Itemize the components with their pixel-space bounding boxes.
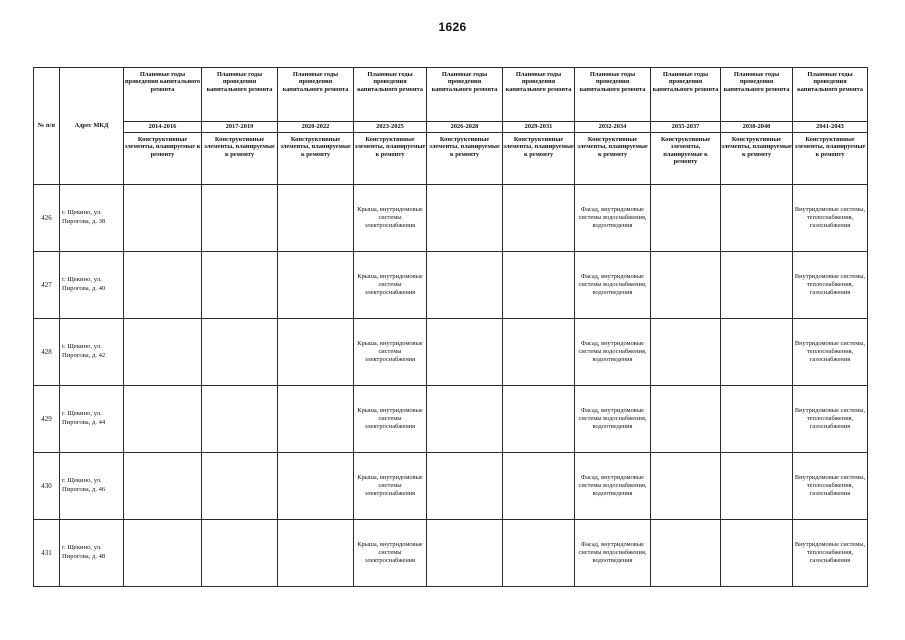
period-cell [202, 252, 278, 319]
period-cell [427, 185, 503, 252]
year-header: 2041-2043 [793, 122, 868, 133]
period-cell [651, 185, 721, 252]
period-header: Плановые годы проведения капитального ремонта [721, 68, 793, 122]
period-cell: Фасад, внутридомовые системы водоснабжения, водоотведения [575, 252, 651, 319]
period-cell: Фасад, внутридомовые системы водоснабжения, водоотведения [575, 185, 651, 252]
period-cell [278, 319, 354, 386]
row-number: 431 [34, 520, 60, 587]
period-header: Плановые годы проведения капитального ремонта [124, 68, 202, 122]
period-cell [124, 252, 202, 319]
column-header-number: № п/п [34, 68, 60, 185]
period-cell [503, 453, 575, 520]
period-header: Плановые годы проведения капитального ремонта [202, 68, 278, 122]
period-cell: Фасад, внутридомовые системы водоснабжения, водоотведения [575, 520, 651, 587]
year-header: 2014-2016 [124, 122, 202, 133]
row-address: г. Щекино, ул. Пирогова, д. 44 [60, 386, 124, 453]
period-cell [202, 319, 278, 386]
row-address: г. Щекино, ул. Пирогова, д. 40 [60, 252, 124, 319]
period-cell [721, 520, 793, 587]
year-header: 2017-2019 [202, 122, 278, 133]
table-row [34, 520, 868, 587]
period-cell [278, 386, 354, 453]
period-cell: Внутридомовые системы, теплоснабжения, газоснабжения [793, 520, 868, 587]
period-cell [124, 185, 202, 252]
row-number: 429 [34, 386, 60, 453]
row-address: г. Щекино, ул. Пирогова, д. 38 [60, 185, 124, 252]
year-header: 2029-2031 [503, 122, 575, 133]
elements-header: Конструктивные элементы, планируемые к ремонту [651, 133, 721, 185]
period-cell [651, 319, 721, 386]
elements-header: Конструктивные элементы, планируемые к ремонту [278, 133, 354, 185]
period-cell [651, 453, 721, 520]
year-header: 2023-2025 [354, 122, 427, 133]
table-row [34, 185, 868, 252]
elements-header: Конструктивные элементы, планируемые к ремонту [427, 133, 503, 185]
elements-header: Конструктивные элементы, планируемые к ремонту [793, 133, 868, 185]
period-cell [503, 185, 575, 252]
table-row [34, 453, 868, 520]
period-cell [503, 252, 575, 319]
period-cell [503, 319, 575, 386]
period-cell: Фасад, внутридомовые системы водоснабжения, водоотведения [575, 453, 651, 520]
table-body [34, 185, 868, 587]
period-cell [278, 252, 354, 319]
period-cell [124, 453, 202, 520]
period-cell: Внутридомовые системы, теплоснабжения, газоснабжения [793, 453, 868, 520]
period-cell [124, 386, 202, 453]
period-header: Плановые годы проведения капитального ремонта [651, 68, 721, 122]
year-header: 2026-2028 [427, 122, 503, 133]
period-cell [651, 520, 721, 587]
period-cell [202, 520, 278, 587]
table-row [34, 319, 868, 386]
period-cell: Крыша, внутридомовые системы электроснабжения [354, 185, 427, 252]
period-cell [721, 453, 793, 520]
elements-header: Конструктивные элементы, планируемые к ремонту [721, 133, 793, 185]
period-cell [721, 319, 793, 386]
row-number: 427 [34, 252, 60, 319]
elements-header: Конструктивные элементы, планируемые к ремонту [202, 133, 278, 185]
period-cell [278, 185, 354, 252]
elements-header: Конструктивные элементы, планируемые к ремонту [124, 133, 202, 185]
capital-repair-plan-table [33, 67, 868, 587]
period-cell [721, 185, 793, 252]
elements-header: Конструктивные элементы, планируемые к ремонту [575, 133, 651, 185]
table-row [34, 252, 868, 319]
period-cell: Фасад, внутридомовые системы водоснабжения, водоотведения [575, 319, 651, 386]
period-cell: Внутридомовые системы, теплоснабжения, газоснабжения [793, 185, 868, 252]
page-number: 1626 [438, 20, 467, 34]
period-cell: Фасад, внутридомовые системы водоснабжения, водоотведения [575, 386, 651, 453]
row-number: 428 [34, 319, 60, 386]
period-cell: Крыша, внутридомовые системы электроснабжения [354, 386, 427, 453]
period-cell [427, 319, 503, 386]
period-cell [202, 386, 278, 453]
period-header: Плановые годы проведения капитального ремонта [278, 68, 354, 122]
period-cell [202, 185, 278, 252]
header-period-row [34, 68, 868, 122]
period-header: Плановые годы проведения капитального ремонта [575, 68, 651, 122]
elements-header: Конструктивные элементы, планируемые к ремонту [354, 133, 427, 185]
period-cell [427, 520, 503, 587]
period-cell [427, 453, 503, 520]
period-cell: Крыша, внутридомовые системы электроснабжения [354, 520, 427, 587]
period-cell [124, 520, 202, 587]
row-number: 430 [34, 453, 60, 520]
row-address: г. Щекино, ул. Пирогова, д. 46 [60, 453, 124, 520]
period-header: Плановые годы проведения капитального ремонта [503, 68, 575, 122]
period-header: Плановые годы проведения капитального ремонта [354, 68, 427, 122]
period-cell: Крыша, внутридомовые системы электроснабжения [354, 319, 427, 386]
elements-header: Конструктивные элементы, планируемые к ремонту [503, 133, 575, 185]
period-cell [427, 386, 503, 453]
year-header: 2020-2022 [278, 122, 354, 133]
period-cell [278, 520, 354, 587]
header-years-row [34, 122, 868, 133]
year-header: 2038-2040 [721, 122, 793, 133]
period-cell: Крыша, внутридомовые системы электроснабжения [354, 252, 427, 319]
period-cell [721, 252, 793, 319]
period-cell [278, 453, 354, 520]
row-address: г. Щекино, ул. Пирогова, д. 42 [60, 319, 124, 386]
column-header-address: Адрес МКД [60, 68, 124, 185]
period-cell [651, 252, 721, 319]
table-row [34, 386, 868, 453]
period-cell: Внутридомовые системы, теплоснабжения, газоснабжения [793, 319, 868, 386]
period-cell: Внутридомовые системы, теплоснабжения, газоснабжения [793, 386, 868, 453]
row-address: г. Щекино, ул. Пирогова, д. 48 [60, 520, 124, 587]
period-header: Плановые годы проведения капитального ремонта [793, 68, 868, 122]
period-cell [427, 252, 503, 319]
header-elements-row [34, 133, 868, 185]
period-cell [124, 319, 202, 386]
year-header: 2035-2037 [651, 122, 721, 133]
period-cell [202, 453, 278, 520]
period-cell [651, 386, 721, 453]
period-cell: Внутридомовые системы, теплоснабжения, газоснабжения [793, 252, 868, 319]
period-cell [503, 386, 575, 453]
year-header: 2032-2034 [575, 122, 651, 133]
row-number: 426 [34, 185, 60, 252]
period-cell [721, 386, 793, 453]
period-cell: Крыша, внутридомовые системы электроснабжения [354, 453, 427, 520]
period-header: Плановые годы проведения капитального ремонта [427, 68, 503, 122]
period-cell [503, 520, 575, 587]
